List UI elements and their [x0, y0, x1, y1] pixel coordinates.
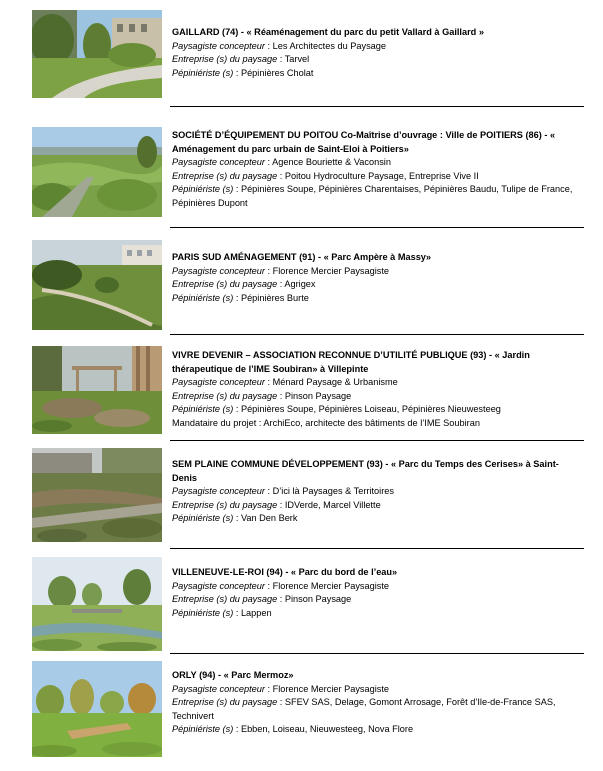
designer-value: : D’ici là Paysages & Territoires	[264, 486, 394, 497]
contractor-label: Entreprise (s) du paysage	[172, 279, 278, 290]
divider	[170, 227, 584, 228]
photo-parc-bord-de-l-eau	[32, 557, 162, 651]
contractor-value: : Pinson Paysage	[277, 390, 352, 401]
photo-parc-temps-des-cerises	[32, 448, 162, 542]
divider	[170, 548, 584, 549]
contractor-value: : Tarvel	[277, 54, 310, 65]
designer-label: Paysagiste concepteur	[172, 265, 265, 276]
designer-value: : Florence Mercier Paysagiste	[264, 265, 390, 276]
contractor-label: Entreprise (s) du paysage	[172, 594, 278, 605]
contractor-label: Entreprise (s) du paysage	[172, 697, 278, 708]
contractor-label: Entreprise (s) du paysage	[172, 170, 278, 181]
contractor-value: : SFEV SAS, Delage, Gomont Arrosage, Forêt d’Ile-de-France SAS, Technivert	[172, 697, 556, 721]
nursery-value: : Ebben, Loiseau, Nieuwesteeg, Nova Flore	[233, 724, 414, 735]
designer-value: : Agence Bouriette & Vaconsin	[264, 157, 391, 168]
photo-parc-mermoz	[32, 661, 162, 757]
photo-parc-petit-vallard	[32, 10, 162, 98]
contractor-value: : Agrigex	[277, 279, 316, 290]
designer-label: Paysagiste concepteur	[172, 377, 265, 388]
entry-title: PARIS SUD AMÉNAGEMENT (91) - « Parc Ampère à Massy»	[172, 252, 432, 262]
nursery-label: Pépiniériste (s)	[172, 292, 234, 303]
nursery-value: : Pépinières Burte	[233, 292, 309, 303]
contractor-value: : Poitou Hydroculture Paysage, Entreprise Vive II	[277, 170, 479, 181]
photo-parc-saint-eloi	[32, 127, 162, 217]
nursery-label: Pépiniériste (s)	[172, 724, 234, 735]
entry-title: GAILLARD (74) - « Réaménagement du parc du petit Vallard à Gaillard »	[172, 27, 484, 37]
entry-title: SOCIÉTÉ D’ÉQUIPEMENT DU POITOU Co-Maîtrise d’ouvrage : Ville de POITIERS (86) - « Aménagement du parc urbain de Saint-Eloi à Poitiers»	[172, 130, 556, 154]
entry-title: ORLY (94) - « Parc Mermoz»	[172, 670, 294, 680]
divider	[170, 106, 584, 107]
designer-label: Paysagiste concepteur	[172, 486, 265, 497]
nursery-value: : Pépinières Soupe, Pépinières Charentaises, Pépinières Baudu, Tulipe de France, Pépinières Dupont	[172, 184, 573, 208]
nursery-value: : Van Den Berk	[233, 513, 298, 524]
entry-title: VIVRE DEVENIR – ASSOCIATION RECONNUE D’UTILITÉ PUBLIQUE (93) - « Jardin thérapeutique de l’IME Soubiran» à Villepinte	[172, 350, 530, 374]
designer-label: Paysagiste concepteur	[172, 157, 265, 168]
photo-parc-ampere	[32, 240, 162, 330]
designer-value: : Ménard Paysage & Urbanisme	[264, 377, 398, 388]
designer-label: Paysagiste concepteur	[172, 40, 265, 51]
photo-jardin-ime-soubiran	[32, 346, 162, 434]
designer-label: Paysagiste concepteur	[172, 580, 265, 591]
designer-label: Paysagiste concepteur	[172, 683, 265, 694]
entry-title: VILLENEUVE-LE-ROI (94) - « Parc du bord de l’eau»	[172, 567, 398, 577]
nursery-label: Pépiniériste (s)	[172, 607, 234, 618]
contractor-value: : Pinson Paysage	[277, 594, 352, 605]
divider	[170, 334, 584, 335]
nursery-label: Pépiniériste (s)	[172, 67, 234, 78]
nursery-label: Pépiniériste (s)	[172, 513, 234, 524]
designer-value: : Florence Mercier Paysagiste	[264, 683, 390, 694]
project-manager-value: Mandataire du projet : ArchiEco, architecte des bâtiments de l’IME Soubiran	[172, 417, 480, 428]
divider	[170, 440, 584, 441]
entry-title: SEM PLAINE COMMUNE DÉVELOPPEMENT (93) - « Parc du Temps des Cerises» à Saint-Denis	[172, 459, 559, 483]
nursery-value: : Lappen	[233, 607, 272, 618]
nursery-label: Pépiniériste (s)	[172, 184, 234, 195]
contractor-label: Entreprise (s) du paysage	[172, 499, 278, 510]
designer-value: : Florence Mercier Paysagiste	[264, 580, 390, 591]
nursery-value: : Pépinières Cholat	[233, 67, 314, 78]
contractor-value: : IDVerde, Marcel Villette	[277, 499, 381, 510]
contractor-label: Entreprise (s) du paysage	[172, 54, 278, 65]
contractor-label: Entreprise (s) du paysage	[172, 390, 278, 401]
designer-value: : Les Architectes du Paysage	[264, 40, 386, 51]
nursery-value: : Pépinières Soupe, Pépinières Loiseau, Pépinières Nieuwesteeg	[233, 404, 501, 415]
nursery-label: Pépiniériste (s)	[172, 404, 234, 415]
divider	[170, 653, 584, 654]
